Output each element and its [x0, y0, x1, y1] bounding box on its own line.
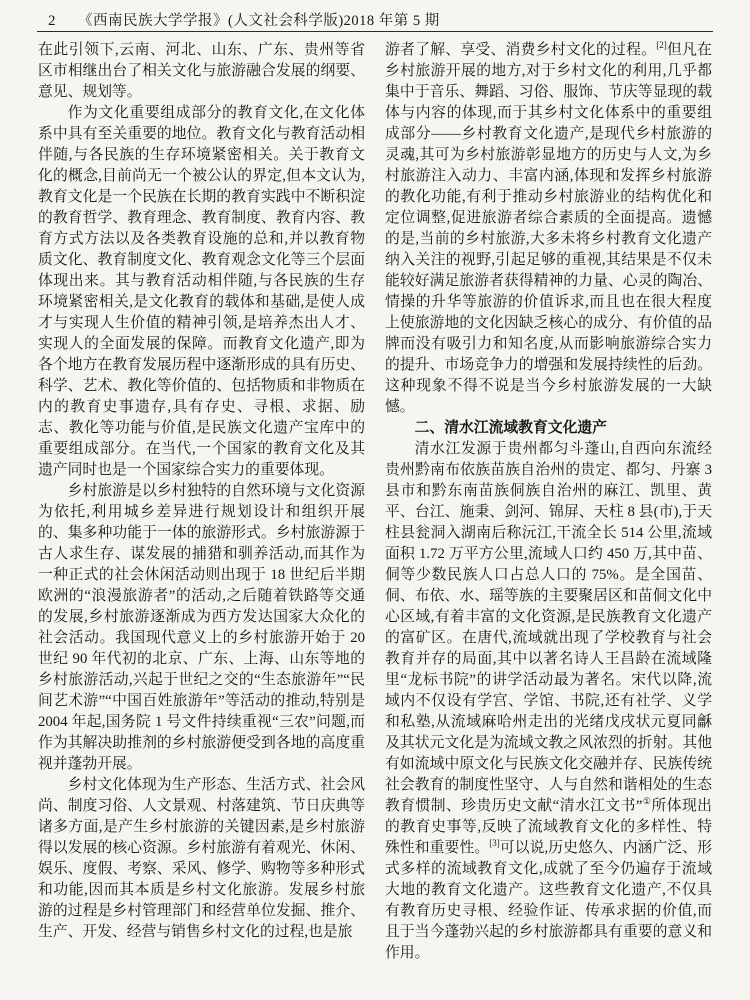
right-column [385, 40, 712, 964]
paragraph: 乡村文化体现为生产形态、生活方式、社会风尚、制度习俗、人文景观、村落建筑、节日庆典等诸多方面,是产生乡村旅游的关键因素,是乡村旅游得以发展的核心资源。乡村旅游有着观光、休闲、娱乐、度假、考察、采风、修学、购物等多种形式和功能,因而其本质是乡村文化旅游。发展乡村旅游的过程是乡村管理部门和经营单位发掘、推介、生产、开发、经营与销售乡村文化的过程,也是旅 [38, 777, 365, 940]
section-heading: 二、清水江流域教育文化遗产 [414, 420, 607, 436]
paragraph: 在此引领下,云南、河北、山东、广东、贵州等省区市相继出台了相关文化与旅游融合发展的纲要、意见、规划等。 [38, 42, 365, 100]
section-paragraph [385, 439, 712, 964]
journal-title: 《西南民族大学学报》(人文社会科学版)2018 年第 5 期 [78, 13, 440, 29]
paragraph: 乡村旅游是以乡村独特的自然环境与文化资源为依托,利用城乡差异进行规划设计和组织开展的、集多种功能于一体的旅游形式。乡村旅游源于古人求生存、谋发展的捕猎和驯养活动,而其作为一种正式的社会休闲活动则出现于 18 世纪后半期欧洲的“浪漫旅游者”的活动,之后随着铁路等交通的发展,乡村旅游逐渐成为西方发达国家大众化的社会活动。我国现代意义上的乡村旅游开始于 20 世纪 90 年代初的北京、广东、上海、山东等地的乡村旅游活动,兴起于世纪之交的“生态旅游年”“民间艺术游”“中国百姓旅游年”等活动的推动,特别是 2004 年起,国务院 1 号文件持续重视“三农”问题,而作为其解决助推剂的乡村旅游便受到各地的高度重视并蓬勃开展。 [38, 483, 365, 772]
citation-ref: [3] [489, 838, 500, 849]
paragraph-text: 游者了解、享受、消费乡村文化的过程。 [385, 42, 657, 58]
paragraph-text: 但凡在乡村旅游开展的地方,对于乡村文化的利用,几乎都集中于音乐、舞蹈、习俗、服饰、节庆等显现的载体与内容的体现,而于其乡村文化体系中的重要组成部分——乡村教育文化遗产,是现代乡村旅游的灵魂,其可为乡村旅游彰显地方的历史与人文,为乡村旅游注入动力、丰富内涵,体现和发挥乡村旅游的教化功能,有利于推动乡村旅游业的结构优化和定位调整,促进旅游者综合素质的全面提高。遗憾的是,当前的乡村旅游,大多未将乡村教育文化遗产纳入关注的视野,引起足够的重视,其结果是不仅未能较好满足旅游者获得精神的力量、心灵的陶冶、情操的升华等旅游的价值诉求,而且也在很大程度上使旅游地的文化因缺乏核心的成分、有价值的品牌而没有吸引力和知名度,从而影响旅游综合实力的提升、市场竞争力的增强和发展持续性的后劲。这种现象不得不说是当今乡村旅游发展的一大缺憾。 [385, 42, 712, 415]
page-header [48, 9, 712, 30]
citation-ref: [2] [656, 40, 667, 51]
paragraph-text: 所体现出的教育史事等,反映了流域教育文化的多样性、特殊性和重要性。 [385, 798, 712, 856]
two-column-body [38, 40, 712, 964]
footnote-ref: ① [642, 796, 652, 807]
left-column [38, 40, 365, 964]
paragraph: 作为文化重要组成部分的教育文化,在文化体系中具有至关重要的地位。教育文化与教育活动相伴随,与各民族的生存环境紧密相关。关于教育文化的概念,目前尚无一个被公认的界定,但本文认为,教育文化是一个民族在长期的教育实践中不断积淀的教育哲学、教育理念、教育制度、教育内容、教育方式方法以及各类教育设施的总和,并以教育物质文化、教育制度文化、教育观念文化等三个层面体现出来。其与教育活动相伴随,与各民族的生存环境紧密相关,是文化教育的载体和基础,是使人成才与实现人生价值的精神引领,是培养杰出人才、实现人的全面发展的保障。而教育文化遗产,即为各个地方在教育发展历程中逐渐形成的具有历史、科学、艺术、教化等价值的、包括物质和非物质在内的教育史事遗存,具有存史、寻根、求据、励志、教化等功能与价值,是民族文化遗产宝库中的重要组成部分。在当代,一个国家的教育文化及其遗产同时也是一个国家综合实力的重要体现。 [38, 105, 365, 478]
header-divider [37, 31, 713, 32]
paragraph-text: 清水江发源于贵州都匀斗蓬山,自西向东流经贵州黔南布依族苗族自治州的贵定、都匀、丹寨 3 县市和黔东南苗族侗族自治州的麻江、凯里、黄平、台江、施秉、剑河、锦屏、天柱 8 县(市),于天柱县瓮洞入湖南后称沅江,干流全长 514 公里,流域面积 1.72 万平方公里,流域人口约 450 万,其中苗、侗等少数民族人口占总人口的 75%。是全国苗、侗、布依、水、瑶等族的主要聚居区和苗侗文化中心区域,有着丰富的文化资源,是民族教育文化遗产的富矿区。在唐代,流域就出现了学校教育与社会教育并存的局面,其中以著名诗人王昌龄在流域隆里“龙标书院”的讲学活动最为著名。宋代以降,流域内不仅设有学宫、学馆、书院,还有社学、义学和私塾,从流域麻哈州走出的光绪戊戌状元夏同龢及其状元文化是为流域文教之风浓烈的折射。其他有如流域中原文化与民族文化交融并存、民族传统社会教育的制度性坚守、人与自然和谐相处的生态教育惯制、珍贵历史文献“清水江文书” [385, 441, 712, 814]
paragraph-continuation [385, 40, 712, 418]
page-number: 2 [48, 13, 56, 29]
paragraph-text: 可以说,历史悠久、内涵广泛、形式多样的流域教育文化,成就了至今仍遍存于流域大地的教育文化遗产。这些教育文化遗产,不仅具有教育历史寻根、经验作证、传承求据的价值,而且于当今蓬勃兴起的乡村旅游都具有重要的意义和作用。 [385, 840, 712, 961]
